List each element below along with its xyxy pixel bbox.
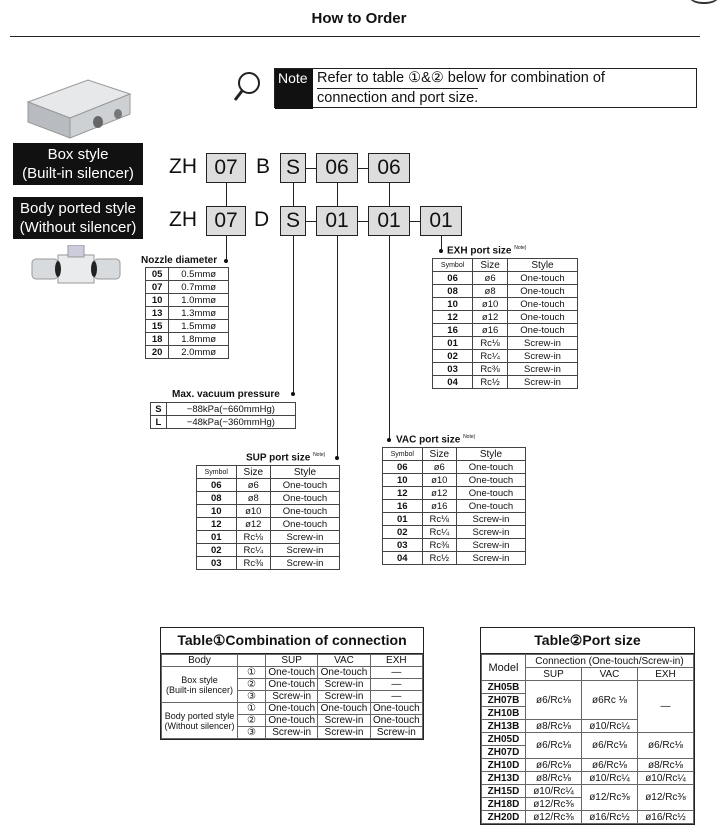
vac-cell: 16 (383, 500, 423, 513)
nozzle-row (146, 333, 229, 346)
body-style-label-line2: (Without silencer) (19, 219, 137, 236)
pressure-leader-dot (291, 392, 295, 396)
nozzle-cell: 18 (146, 333, 169, 346)
vacuum-row (151, 403, 296, 416)
exh-cell: 10 (433, 298, 473, 311)
nozzle-leader (226, 236, 227, 261)
sup-header-style: Style (270, 466, 339, 479)
sup-cell: One-touch (270, 479, 339, 492)
vac-cell: One-touch (456, 461, 525, 474)
vacuum-cell: S (151, 403, 167, 416)
box-code-exh: 06 (368, 153, 410, 183)
exh-leader (389, 183, 390, 206)
table2-cell: ø6/Rc⅛ (582, 733, 638, 759)
sup-table-note: Note) (313, 452, 326, 458)
vac-table-title (396, 434, 475, 445)
table2-cell: ø6/Rc⅛ (526, 681, 582, 720)
exh-row (433, 363, 578, 376)
table2-cell: ø6/Rc⅛ (526, 759, 582, 772)
table2-model: ZH07B (482, 694, 526, 707)
table2-cell: ø6Rc ⅛ (582, 681, 638, 720)
exh-cell: One-touch (507, 285, 577, 298)
table1-cell: Screw-in (266, 691, 318, 703)
exh-cell: Screw-in (507, 376, 577, 389)
table1-cell: — (370, 691, 422, 703)
exh-cell: 08 (433, 285, 473, 298)
body-style-label (13, 197, 143, 239)
exh-cell: Rc¼ (473, 350, 508, 363)
vac-header-style: Style (456, 448, 525, 461)
exh-row (433, 350, 578, 363)
vac-cell: 03 (383, 539, 423, 552)
sup-cell: Rc¼ (236, 544, 270, 557)
vac-cell: Rc⅛ (422, 513, 456, 526)
table1-cell: One-touch (266, 679, 318, 691)
vac-cell: Screw-in (456, 526, 525, 539)
vac-header-size: Size (422, 448, 456, 461)
nozzle-cell: 0.5mmø (169, 268, 229, 281)
body-code-sup: 01 (316, 206, 358, 236)
vac-cell: ø12 (422, 487, 456, 500)
table2-cell: ø12/Rc⅜ (582, 785, 638, 811)
sup-cell: One-touch (270, 492, 339, 505)
table1-cell: — (370, 679, 422, 691)
exh-row (433, 376, 578, 389)
nozzle-cell: 15 (146, 320, 169, 333)
pressure-leader (293, 236, 294, 394)
vac-row (383, 500, 526, 513)
body-ported-product-image (28, 245, 124, 290)
table2-model: ZH13D (482, 772, 526, 785)
note-box (274, 68, 697, 108)
nozzle-cell: 0.7mmø (169, 281, 229, 294)
table1-cell: One-touch (266, 715, 318, 727)
table1-cell: One-touch (318, 703, 370, 715)
exh-cell: Screw-in (507, 350, 577, 363)
vac-table-title-text: VAC port size (396, 434, 461, 446)
sup-cell: 01 (197, 531, 237, 544)
sup-cell: 12 (197, 518, 237, 531)
exh-cell: 16 (433, 324, 473, 337)
exh-cell: Rc½ (473, 376, 508, 389)
table2-cell: ø10/Rc¼ (582, 772, 638, 785)
body-code-nozzle: 07 (206, 206, 246, 236)
table1-cell: Screw-in (318, 679, 370, 691)
sup-cell: Screw-in (270, 544, 339, 557)
exh-cell: ø6 (473, 272, 508, 285)
vac-row (383, 487, 526, 500)
box-code-connector (306, 168, 316, 169)
sup-row (197, 492, 340, 505)
vac-cell: One-touch (456, 487, 525, 500)
exh-cell: Screw-in (507, 337, 577, 350)
table2-cell: ø10/Rc¼ (526, 785, 582, 798)
vacuum-table (150, 402, 296, 429)
nozzle-row (146, 346, 229, 359)
table2-cell: — (638, 681, 694, 733)
vac-cell: 04 (383, 552, 423, 565)
exh-cell: ø12 (473, 311, 508, 324)
sup-cell: 02 (197, 544, 237, 557)
exh-cell: ø10 (473, 298, 508, 311)
nozzle-row (146, 268, 229, 281)
exh-cell: 12 (433, 311, 473, 324)
body-code-exh: 01 (420, 206, 462, 236)
exh-header-symbol: Symbol (433, 259, 473, 272)
exh-cell: ø16 (473, 324, 508, 337)
nozzle-cell: 1.0mmø (169, 294, 229, 307)
nozzle-row (146, 320, 229, 333)
exh-leader-dot (439, 249, 443, 253)
vac-row (383, 552, 526, 565)
vac-cell: 12 (383, 487, 423, 500)
table1-cell: One-touch (318, 667, 370, 679)
body-code-connector (358, 221, 368, 222)
sup-leader (337, 236, 338, 458)
exh-row (433, 337, 578, 350)
table2-header-vac: VAC (582, 668, 638, 681)
sup-cell: ø6 (236, 479, 270, 492)
table2-cell: ø12/Rc⅜ (526, 798, 582, 811)
vacuum-table-title: Max. vacuum pressure (172, 389, 280, 400)
vac-cell: One-touch (456, 474, 525, 487)
sup-cell: Rc⅜ (236, 557, 270, 570)
table1-cell: One-touch (266, 667, 318, 679)
vac-cell: Screw-in (456, 513, 525, 526)
table1-body-line2: (Without silencer) (164, 720, 235, 731)
table1-combination (160, 627, 424, 740)
table2-cell: ø8/Rc⅛ (638, 759, 694, 772)
nozzle-cell: 2.0mmø (169, 346, 229, 359)
sup-cell: Screw-in (270, 557, 339, 570)
table2-cell: ø8/Rc⅛ (526, 772, 582, 785)
sup-row (197, 531, 340, 544)
vac-row (383, 539, 526, 552)
box-style-product-image (18, 72, 138, 142)
exh-row (433, 324, 578, 337)
table2-port-size (480, 627, 695, 825)
vac-cell: Rc¼ (422, 526, 456, 539)
exh-cell: 03 (433, 363, 473, 376)
vacuum-row (151, 416, 296, 429)
table2-cell: ø6/Rc⅛ (582, 759, 638, 772)
table1-cell: ① (238, 667, 266, 679)
exh-table-title-text: EXH port size (447, 245, 512, 257)
box-style-label-line1: Box style (47, 146, 109, 163)
nozzle-row (146, 281, 229, 294)
vac-cell: Screw-in (456, 539, 525, 552)
nozzle-cell: 1.5mmø (169, 320, 229, 333)
table1-body-line1: Body ported style (164, 710, 235, 721)
sup-cell: Screw-in (270, 531, 339, 544)
table1-header-sup: SUP (266, 655, 318, 667)
exh-cell: Rc⅜ (473, 363, 508, 376)
vac-leader-dot (387, 438, 391, 442)
note-text-line1: Refer to table ①&② below for combination of (317, 70, 605, 86)
exh-cell: One-touch (507, 324, 577, 337)
table2-model: ZH15D (482, 785, 526, 798)
table1-cell: Screw-in (318, 715, 370, 727)
table1-body-line1: Box style (181, 674, 218, 685)
table2-cell: ø10/Rc¼ (638, 772, 694, 785)
table2-model: ZH07D (482, 746, 526, 759)
sup-cell: ø10 (236, 505, 270, 518)
vac-cell: 02 (383, 526, 423, 539)
vac-row (383, 474, 526, 487)
corner-decoration (684, 0, 718, 4)
table1-cell: ② (238, 715, 266, 727)
note-text-line2: connection and port size. (317, 90, 479, 106)
table1-cell: Screw-in (266, 727, 318, 739)
table1-cell: ③ (238, 691, 266, 703)
nozzle-cell: 05 (146, 268, 169, 281)
box-style-label-line2: (Built-in silencer) (22, 165, 134, 182)
nozzle-leader-dot (224, 259, 228, 263)
vac-header-symbol: Symbol (383, 448, 423, 461)
vac-cell: One-touch (456, 500, 525, 513)
exh-row (433, 298, 578, 311)
nozzle-row (146, 307, 229, 320)
table2-cell: ø16/Rc½ (638, 811, 694, 824)
table1-body-cell (162, 703, 238, 739)
body-code-connector (306, 221, 316, 222)
vac-cell: Screw-in (456, 552, 525, 565)
table1-cell: One-touch (370, 715, 422, 727)
vac-cell: 06 (383, 461, 423, 474)
vac-cell: 01 (383, 513, 423, 526)
sup-cell: One-touch (270, 505, 339, 518)
table2-header-connection: Connection (One-touch/Screw-in) (526, 655, 694, 668)
header-rule (10, 36, 700, 37)
note-magnifier-icon (232, 70, 262, 106)
exh-cell: 01 (433, 337, 473, 350)
exh-table (432, 258, 578, 389)
vacuum-cell: −88kPa(−660mmHg) (166, 403, 295, 416)
table2-model: ZH05D (482, 733, 526, 746)
box-style-label (13, 143, 143, 185)
vac-cell: ø16 (422, 500, 456, 513)
table1-cell: Screw-in (318, 691, 370, 703)
exh-cell: Screw-in (507, 363, 577, 376)
page-title: How to Order (311, 10, 407, 27)
vac-row (383, 526, 526, 539)
nozzle-leader (226, 183, 227, 206)
exh-row (433, 272, 578, 285)
exh-cell: Rc⅛ (473, 337, 508, 350)
table1-cell: One-touch (370, 703, 422, 715)
exh-cell: 02 (433, 350, 473, 363)
vac-table (382, 447, 526, 565)
table2-header-sup: SUP (526, 668, 582, 681)
sup-row (197, 479, 340, 492)
sup-table-title-text: SUP port size (246, 452, 311, 464)
table2-model: ZH05B (482, 681, 526, 694)
table1-cell: ① (238, 703, 266, 715)
table1-cell: Screw-in (318, 727, 370, 739)
sup-row (197, 505, 340, 518)
body-code-connector (410, 221, 420, 222)
vac-cell: 10 (383, 474, 423, 487)
table1-cell: — (370, 667, 422, 679)
nozzle-cell: 13 (146, 307, 169, 320)
table2-cell: ø8/Rc⅛ (526, 720, 582, 733)
exh-row (433, 285, 578, 298)
vac-cell: ø10 (422, 474, 456, 487)
table1-header-vac: VAC (318, 655, 370, 667)
nozzle-row (146, 294, 229, 307)
body-code-vac: 01 (368, 206, 410, 236)
exh-cell: ø8 (473, 285, 508, 298)
box-code-sup: 06 (316, 153, 358, 183)
pressure-leader (293, 183, 294, 206)
vac-cell: Rc⅜ (422, 539, 456, 552)
exh-cell: One-touch (507, 311, 577, 324)
body-style-label-line1: Body ported style (20, 200, 136, 217)
vac-row (383, 461, 526, 474)
table1-cell: ③ (238, 727, 266, 739)
table1-header-exh: EXH (370, 655, 422, 667)
sup-cell: ø8 (236, 492, 270, 505)
vac-cell: Rc½ (422, 552, 456, 565)
table1-cell: ② (238, 679, 266, 691)
sup-cell: 10 (197, 505, 237, 518)
sup-header-size: Size (236, 466, 270, 479)
sup-cell: 03 (197, 557, 237, 570)
table2-header-model: Model (482, 655, 526, 681)
nozzle-cell: 1.8mmø (169, 333, 229, 346)
sup-header-symbol: Symbol (197, 466, 237, 479)
table1-cell: Screw-in (370, 727, 422, 739)
sup-row (197, 518, 340, 531)
box-code-connector (358, 168, 368, 169)
vac-cell: ø6 (422, 461, 456, 474)
nozzle-cell: 07 (146, 281, 169, 294)
table2-cell: ø6/Rc⅛ (638, 733, 694, 759)
body-code-prefix: ZH (169, 208, 197, 231)
sup-row (197, 544, 340, 557)
table2-cell: ø16/Rc½ (582, 811, 638, 824)
table1-header-body: Body (162, 655, 238, 667)
table1-body-cell (162, 667, 238, 703)
exh-cell: 04 (433, 376, 473, 389)
table2-model: ZH20D (482, 811, 526, 824)
exh-header-size: Size (473, 259, 508, 272)
exh-cell: One-touch (507, 298, 577, 311)
nozzle-cell: 10 (146, 294, 169, 307)
box-code-type: B (256, 155, 271, 178)
sup-cell: One-touch (270, 518, 339, 531)
sup-leader (337, 183, 338, 206)
table1-row (162, 667, 423, 679)
table2-model: ZH13B (482, 720, 526, 733)
sup-cell: ø12 (236, 518, 270, 531)
exh-header-style: Style (507, 259, 577, 272)
table1-title: Table①Combination of connection (161, 628, 423, 654)
table2-cell: ø6/Rc⅛ (526, 733, 582, 759)
table1-row (162, 703, 423, 715)
note-label: Note (275, 69, 313, 109)
body-code-type: D (254, 208, 270, 231)
sup-row (197, 557, 340, 570)
table2-model: ZH18D (482, 798, 526, 811)
table2-title: Table②Port size (481, 628, 694, 654)
exh-cell: 06 (433, 272, 473, 285)
sup-leader-dot (335, 456, 339, 460)
exh-table-note: Note) (514, 245, 527, 251)
table2-model: ZH10D (482, 759, 526, 772)
nozzle-cell: 20 (146, 346, 169, 359)
exh-row (433, 311, 578, 324)
body-code-pressure: S (280, 206, 306, 236)
table2-cell: ø12/Rc⅜ (638, 785, 694, 811)
table1-cell: One-touch (266, 703, 318, 715)
nozzle-table (145, 267, 229, 359)
exh-cell: One-touch (507, 272, 577, 285)
sup-table (196, 465, 340, 570)
sup-cell: 06 (197, 479, 237, 492)
table1-header-num (238, 655, 266, 667)
nozzle-table-title: Nozzle diameter (141, 255, 218, 266)
sup-cell: 08 (197, 492, 237, 505)
vac-table-note: Note) (463, 434, 476, 440)
sup-cell: Rc⅛ (236, 531, 270, 544)
table2-model: ZH10B (482, 707, 526, 720)
vacuum-cell: L (151, 416, 167, 429)
table2-cell: ø12/Rc⅜ (526, 811, 582, 824)
box-code-pressure: S (280, 153, 306, 183)
exh-table-title (447, 245, 526, 256)
vac-leader (389, 236, 390, 440)
box-code-prefix: ZH (169, 155, 197, 178)
table2-cell: ø10/Rc¼ (582, 720, 638, 733)
vacuum-cell: −48kPa(−360mmHg) (166, 416, 295, 429)
table1-body-line2: (Built-in silencer) (165, 684, 234, 695)
sup-table-title (246, 452, 325, 463)
box-code-nozzle: 07 (206, 153, 246, 183)
nozzle-cell: 1.3mmø (169, 307, 229, 320)
vac-row (383, 513, 526, 526)
table2-header-exh: EXH (638, 668, 694, 681)
